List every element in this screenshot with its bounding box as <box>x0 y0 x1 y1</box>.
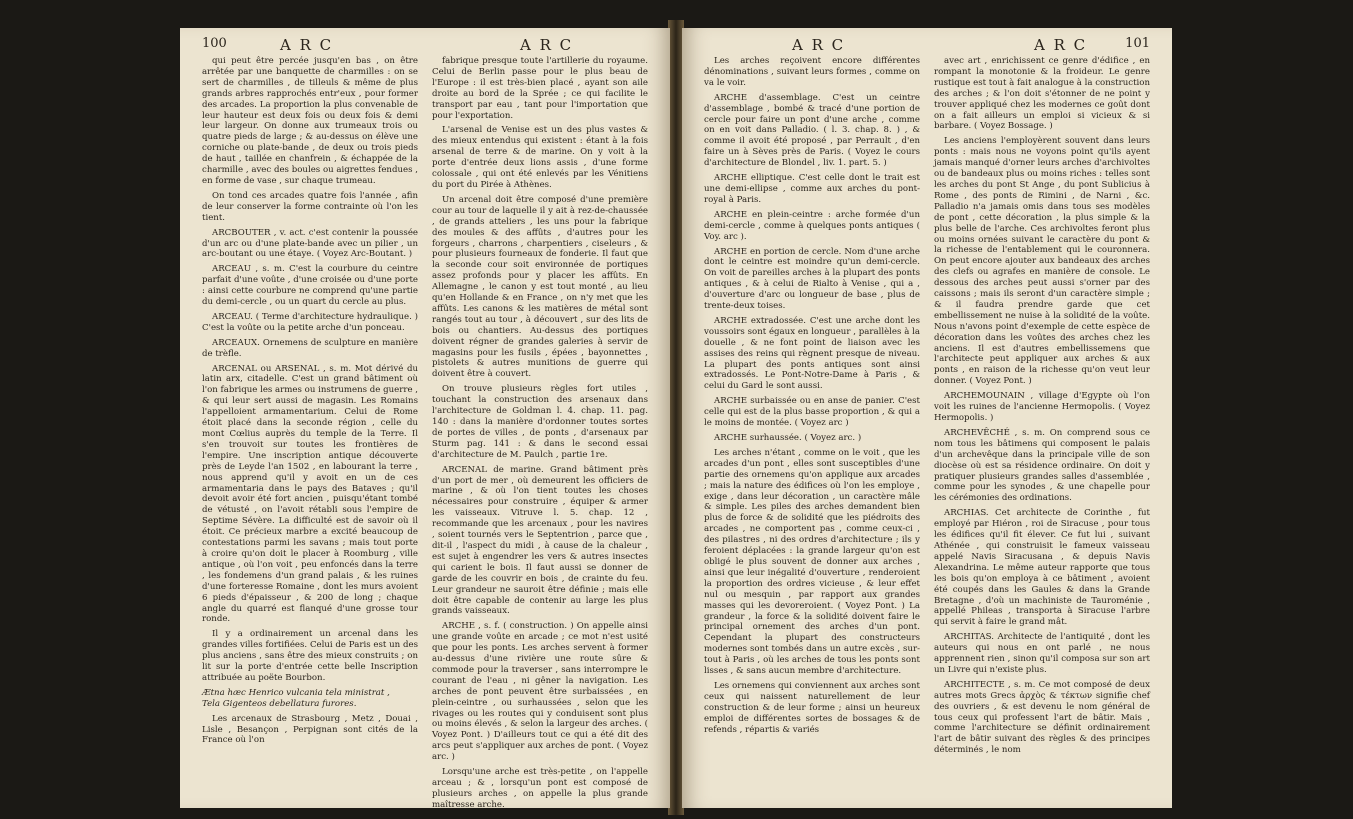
paragraph: ARCHE en plein-ceintre : arche formée d'un demi-cercle , comme à quelques ponts antiques ( Voy. arc ). <box>704 209 920 242</box>
paragraph: On tond ces arcades quatre fois l'année , afin de leur conserver la forme contrainte où l'on les tient. <box>202 190 418 223</box>
paragraph: Il y a ordinairement un arcenal dans les grandes villes fortifiées. Celui de Paris est un des plus anciens , sans être des mieux construits ; on lit sur la porte d'entrée cette belle Inscription attribuée au poëte Bourbon. <box>202 629 418 683</box>
right-head-title-1: A R C <box>792 36 846 54</box>
verse-line: Ætna hæc Henrico vulcania tela ministrat , <box>202 687 390 698</box>
right-page-number: 101 <box>1125 36 1150 51</box>
paragraph: ARCEAUX. Ornemens de sculpture en manière de trèfle. <box>202 337 418 359</box>
paragraph: Un arcenal doit être composé d'une première cour au tour de laquelle il y ait à rez-de-chaussée , de grands atteliers , les uns pour la fabrique des moules & des affûts , d'autres pour les forgeurs , charrons , charpentiers , ciseleurs , & pour plusieurs fourneaux de fonderie. Il faut que la seconde cour soit environnée de portiques assez profonds pour y placer les affûts. En Allemagne , le canon y est tout monté , au lieu qu'en Hollande & en France , on n'y met que les affûts. Les canons & les matières de métal sont rangés tout au tour , à découvert , sur des lits de bois ou chantiers. Au-dessus des portiques doivent régner de grandes galeries à servir de magasins pour les fusils , épées , bayonnettes , pistolets & autres munitions de guerre qui doivent être à couvert. <box>432 194 648 380</box>
left-head-title-1: A R C <box>280 36 334 54</box>
paragraph: ARCHE d'assemblage. C'est un ceintre d'assemblage , bombé & tracé d'une portion de cercle pour faire un pont d'une arche , comme on en voit dans Palladio. ( l. 3. chap. 8. ) , & comme il avoit été proposé , par Perrault , d'en faire un à Sèves près de Paris. ( Voyez le cours d'architecture de Blondel , liv. 1. part. 5. ) <box>704 92 920 169</box>
paragraph: qui peut être percée jusqu'en bas , on être arrêtée par une banquette de charmilles : on se sert de charmilles , de tilleuls & même de plus grands arbres rapprochés entr'eux , pour former des arcades. La proportion la plus convenable de leur hauteur est deux fois ou deux fois & demi leur largeur. On donne aux trumeaux trois ou quatre pieds de large ; & au-dessus on élève une corniche ou plate-bande , de deux ou trois pieds de haut , taillée en chanfrein , & échappée de la charmille , avec des boules ou aigrettes fendues , en forme de vase , sur chaque trumeau. <box>202 56 418 186</box>
paragraph: ARCHE , s. f. ( construction. ) On appelle ainsi une grande voûte en arcade ; ce mot n'est usité que pour les ponts. Les arches servent à former au-dessus d'une rivière une route sûre & commode pour la traverser , sans interrompre le courant de l'eau , ni gêner la navigation. Les arches de pont peuvent être surbaissées , en plein-ceintre , ou surhaussées , selon que les rivages ou les routes qui y conduisent sont plus ou moins élevés , & selon la largeur des arches. ( Voyez Pont. ) D'ailleurs tout ce qui a été dit des arcs peut s'appliquer aux arches de pont. ( Voyez arc. ) <box>432 621 648 763</box>
paragraph: ARCHE en portion de cercle. Nom d'une arche dont le ceintre est moindre qu'un demi-cercle. On voit de pareilles arches à la plupart des ponts antiques , & à celui de Rialto à Venise , qui a , d'ouverture d'arc ou longueur de base , plus de trente-deux toises. <box>704 246 920 312</box>
right-page <box>682 28 1172 808</box>
paragraph: Les arches n'étant , comme on le voit , que les arcades d'un pont , elles sont susceptibles d'une partie des ornemens qu'on applique aux arcades ; mais la nature des édifices où l'on les employe , exige , dans leur décoration , un caractère mâle & simple. Les piles des arches demandent bien plus de force & de solidité que les piédroits des arcades , ne comportent pas , comme ceux-ci , des pilastres , ni des ordres d'architecture ; ils y feroient déplacées : la grande largeur qu'on est obligé le plus souvent de donner aux arches , ainsi que leur inégalité d'ouverture , renderoient la proportion des ordres vicieuse , & leur effet nul ou mesquin , par rapport aux grandes masses qui les devoreroient. ( Voyez Pont. ) La grandeur , la force & la solidité doivent faire le principal ornement des arches d'un pont. Cependant la plupart des constructeurs modernes sont tombés dans un autre excès , sur-tout à Paris , où les arches de tous les ponts sont lisses , & sans aucun membre d'architecture. <box>704 447 920 677</box>
paragraph: ARCHE surhaussée. ( Voyez arc. ) <box>714 433 862 443</box>
right-column-1 <box>704 56 920 798</box>
paragraph: ARCENAL ou ARSENAL , s. m. Mot dérivé du latin arx, citadelle. C'est un grand bâtiment où l'on fabrique les armes ou instrumens de guerre , & qui leur sert aussi de magasin. Les Romains l'appelloient armamentarium. Celui de Rome étoit placé dans la seconde région , celle du mont Cœlius auprès du temple de la Terre. Il s'en trouvoit sur toutes les frontières de l'empire. Une inscription antique découverte près de Leyde l'an 1502 , en labourant la terre , nous apprend qu'il y avoit en un de ces armamentaria dans le pays des Bataves ; qu'il devoit avoir été fort ancien , puisqu'étant tombé de vétusté , on l'avoit rétabli sous l'empire de Septime Sévère. La difficulté est de savoir où il étoit. Ce précieux marbre a excité beaucoup de contestations parmi les savans ; mais tout porte à croire qu'on doit le placer à Roomburg , ville antique , où l'on voit , peu enfoncés dans la terre , les fondemens d'un grand palais , & les ruines d'une forteresse Romaine , dont les murs avoient 6 pieds d'épaisseur , & 200 de long ; chaque angle du quarré est flanqué d'une grosse tour ronde. <box>202 363 418 625</box>
right-running-head <box>704 36 1150 56</box>
paragraph: ARCHITECTE , s. m. Ce mot composé de deux autres mots Grecs ἀρχὸς & τέκτων signifie chef des ouvriers , & est devenu le nom général de tous ceux qui professent l'art de bâtir. Mais , comme l'architecture se définit ordinairement l'art de bâtir suivant des règles & des principes déterminés , le nom <box>934 679 1150 756</box>
paragraph: ARCHE elliptique. C'est celle dont le trait est une demi-ellipse , comme aux arches du pont-royal à Paris. <box>704 173 920 205</box>
paragraph: L'arsenal de Venise est un des plus vastes & des mieux entendus qui existent : étant à la fois arsenal de terre & de marine. On y voit à la porte d'entrée deux lions assis , d'une forme colossale , qui ont été enlevés par les Vénitiens du port du Pirée à Athènes. <box>432 125 648 190</box>
paragraph: ARCENAL de marine. Grand bâtiment près d'un port de mer , où demeurent les officiers de marine , & où l'on tient toutes les choses nécessaires pour construire , équiper & armer les vaisseaux. Vitruve l. 5. chap. 12 , recommande que les arcenaux , pour les navires , soient tournés vers le Septentrion , parce que , dit-il , l'aspect du midi , à cause de la chaleur , est sujet à engendrer les vers & autres insectes qui carient le bois. Il faut aussi se donner de garde de les couvrir en bois , de crainte du feu. Leur grandeur ne sauroit être définie ; mais elle doit être capable de contenir au large les plus grands vaisseaux. <box>432 464 648 617</box>
left-running-head <box>202 36 648 56</box>
right-column-2 <box>934 56 1150 798</box>
paragraph: ARCEAU. ( Terme d'architecture hydraulique. ) C'est la voûte ou la petite arche d'un ponceau. <box>202 311 418 333</box>
paragraph: ARCHE surbaissée ou en anse de panier. C'est celle qui est de la plus basse proportion , & qui a le moins de montée. ( Voyez arc ) <box>704 396 920 429</box>
paragraph: On trouve plusieurs règles fort utiles , touchant la construction des arsenaux dans l'architecture de Goldman l. 4. chap. 11. pag. 140 : dans la manière d'ordonner toutes sortes de portes de villes , de ponts , d'arsenaux par Sturm pag. 141 : & dans le second essai d'architecture de M. Paulch , partie 1re. <box>432 384 648 460</box>
paragraph: ARCEAU , s. m. C'est la courbure du ceintre parfait d'une voûte , d'une croisée ou d'une porte : ainsi cette courbure ne comprend qu'une partie du demi-cercle , ou un quart du cercle au plus. <box>202 264 418 308</box>
left-page <box>180 28 670 808</box>
left-page-number: 100 <box>202 36 227 51</box>
paragraph: Les arcenaux de Strasbourg , Metz , Douai , Lisle , Besançon , Perpignan sont cités de la France où l'on <box>202 713 418 746</box>
verse-line: Tela Gigenteos debellatura furores. <box>202 698 357 709</box>
paragraph: ARCBOUTER , v. act. c'est contenir la poussée d'un arc ou d'une plate-bande avec un pilier , un arc-boutant ou une étaye. ( Voyez Arc-Boutant. ) <box>202 227 418 260</box>
paragraph: ARCHE extradossée. C'est une arche dont les voussoirs sont égaux en longueur , parallèles à la douelle , & ne font point de liaison avec les assises des reins qui règnent presque de niveau. La plupart des ponts antiques sont ainsi extradossés. Le Pont-Notre-Dame à Paris , & celui du Gard le sont aussi. <box>704 315 920 392</box>
paragraph: avec art , enrichissent ce genre d'édifice , en rompant la monotonie & la froideur. Le genre rustique est tout à fait analogue à la construction des arches ; & l'on doit s'étonner de ne point y trouver appliqué chez les modernes ce goût dont on a fait ailleurs un emploi si vicieux & si barbare. ( Voyez Bossage. ) <box>934 56 1150 132</box>
right-head-title-2: A R C <box>1034 36 1088 54</box>
left-column-2 <box>432 56 648 810</box>
paragraph: Les anciens l'employèrent souvent dans leurs ponts : mais nous ne voyons point qu'ils ayent jamais manqué d'orner leurs arches d'archivoltes ou de bandeaux plus ou moins riches : telles sont les arches du pont St Ange , du pont Sublicius à Rome , des ponts de Rimini , de Narni , &c. Palladio n'a jamais omis dans tous ses modèles de pont , cette décoration , la plus simple & la plus belle de l'arche. Ces archivoltes feront plus ou moins ornées suivant le caractère du pont & la richesse de l'entablement qui le couronnera. On peut encore ajouter aux bandeaux des arches des clefs ou agrafes en manière de console. Le dessous des arches peut aussi s'orner par des caissons ; mais ils seront d'un caractère simple ; & il faudra prendre garde que cet embellissement ne nuise à la solidité de la voûte. Nous n'avons point d'exemple de cette espèce de décoration dans les voûtes des arches chez les anciens. Il est d'autres embellissemens que l'architecte peut appliquer aux arches & aux ponts , en raison de la richesse qu'on veut leur donner. ( Voyez Pont. ) <box>934 136 1150 387</box>
left-column-1 <box>202 56 418 798</box>
left-head-title-2: A R C <box>520 36 574 54</box>
paragraph: ARCHITAS. Architecte de l'antiquité , dont les auteurs qui nous en ont parlé , ne nous apprennent rien , sinon qu'il composa sur son art un Livre qui n'existe plus. <box>934 632 1150 675</box>
paragraph: ARCHIAS. Cet architecte de Corinthe , fut employé par Hiéron , roi de Siracuse , pour tous les édifices qu'il fit élever. Ce fut lui , suivant Athénée , qui construisit le fameux vaisseau appelé Navis Siracusana , & depuis Navis Alexandrina. Le même auteur rapporte que tous les bois qu'on employa à ce bâtiment , avoient été coupés dans les Gaules & dans la Grande Bretagne , d'où un machiniste de Tauroménie , appellé Phileas , transporta à Siracuse l'arbre qui servit à faire le grand mât. <box>934 508 1150 628</box>
paragraph: ARCHEMOUNAIN , village d'Egypte où l'on voit les ruines de l'ancienne Hermopolis. ( Voyez Hermopolis. ) <box>934 391 1150 423</box>
paragraph: Les arches reçoivent encore différentes dénominations , suivant leurs formes , comme on va le voir. <box>704 56 920 88</box>
paragraph: Les ornemens qui conviennent aux arches sont ceux qui naissent naturellement de leur construction & de leur forme ; ainsi un heureux emploi de différentes sortes de bossages & de refends , répartis & variés <box>704 680 920 735</box>
paragraph: Lorsqu'une arche est très-petite , on l'appelle arceau ; & , lorsqu'un pont est composé de plusieurs arches , on appelle la plus grande maîtresse arche. <box>432 767 648 810</box>
paragraph: ARCHEVÊCHÉ , s. m. On comprend sous ce nom tous les bâtimens qui composent le palais d'un archevêque dans la principale ville de son diocèse où est sa résidence ordinaire. On doit y pratiquer plusieurs grandes salles d'assemblée , comme pour les synodes , & une chapelle pour les cérémonies des ordinations. <box>934 427 1150 504</box>
paragraph: fabrique presque toute l'artillerie du royaume. Celui de Berlin passe pour le plus beau de l'Europe : il est très-bien placé , ayant son aile droite au bord de la Sprée ; ce qui facilite le transport par eau , tant pour l'importation que pour l'exportation. <box>432 56 648 121</box>
